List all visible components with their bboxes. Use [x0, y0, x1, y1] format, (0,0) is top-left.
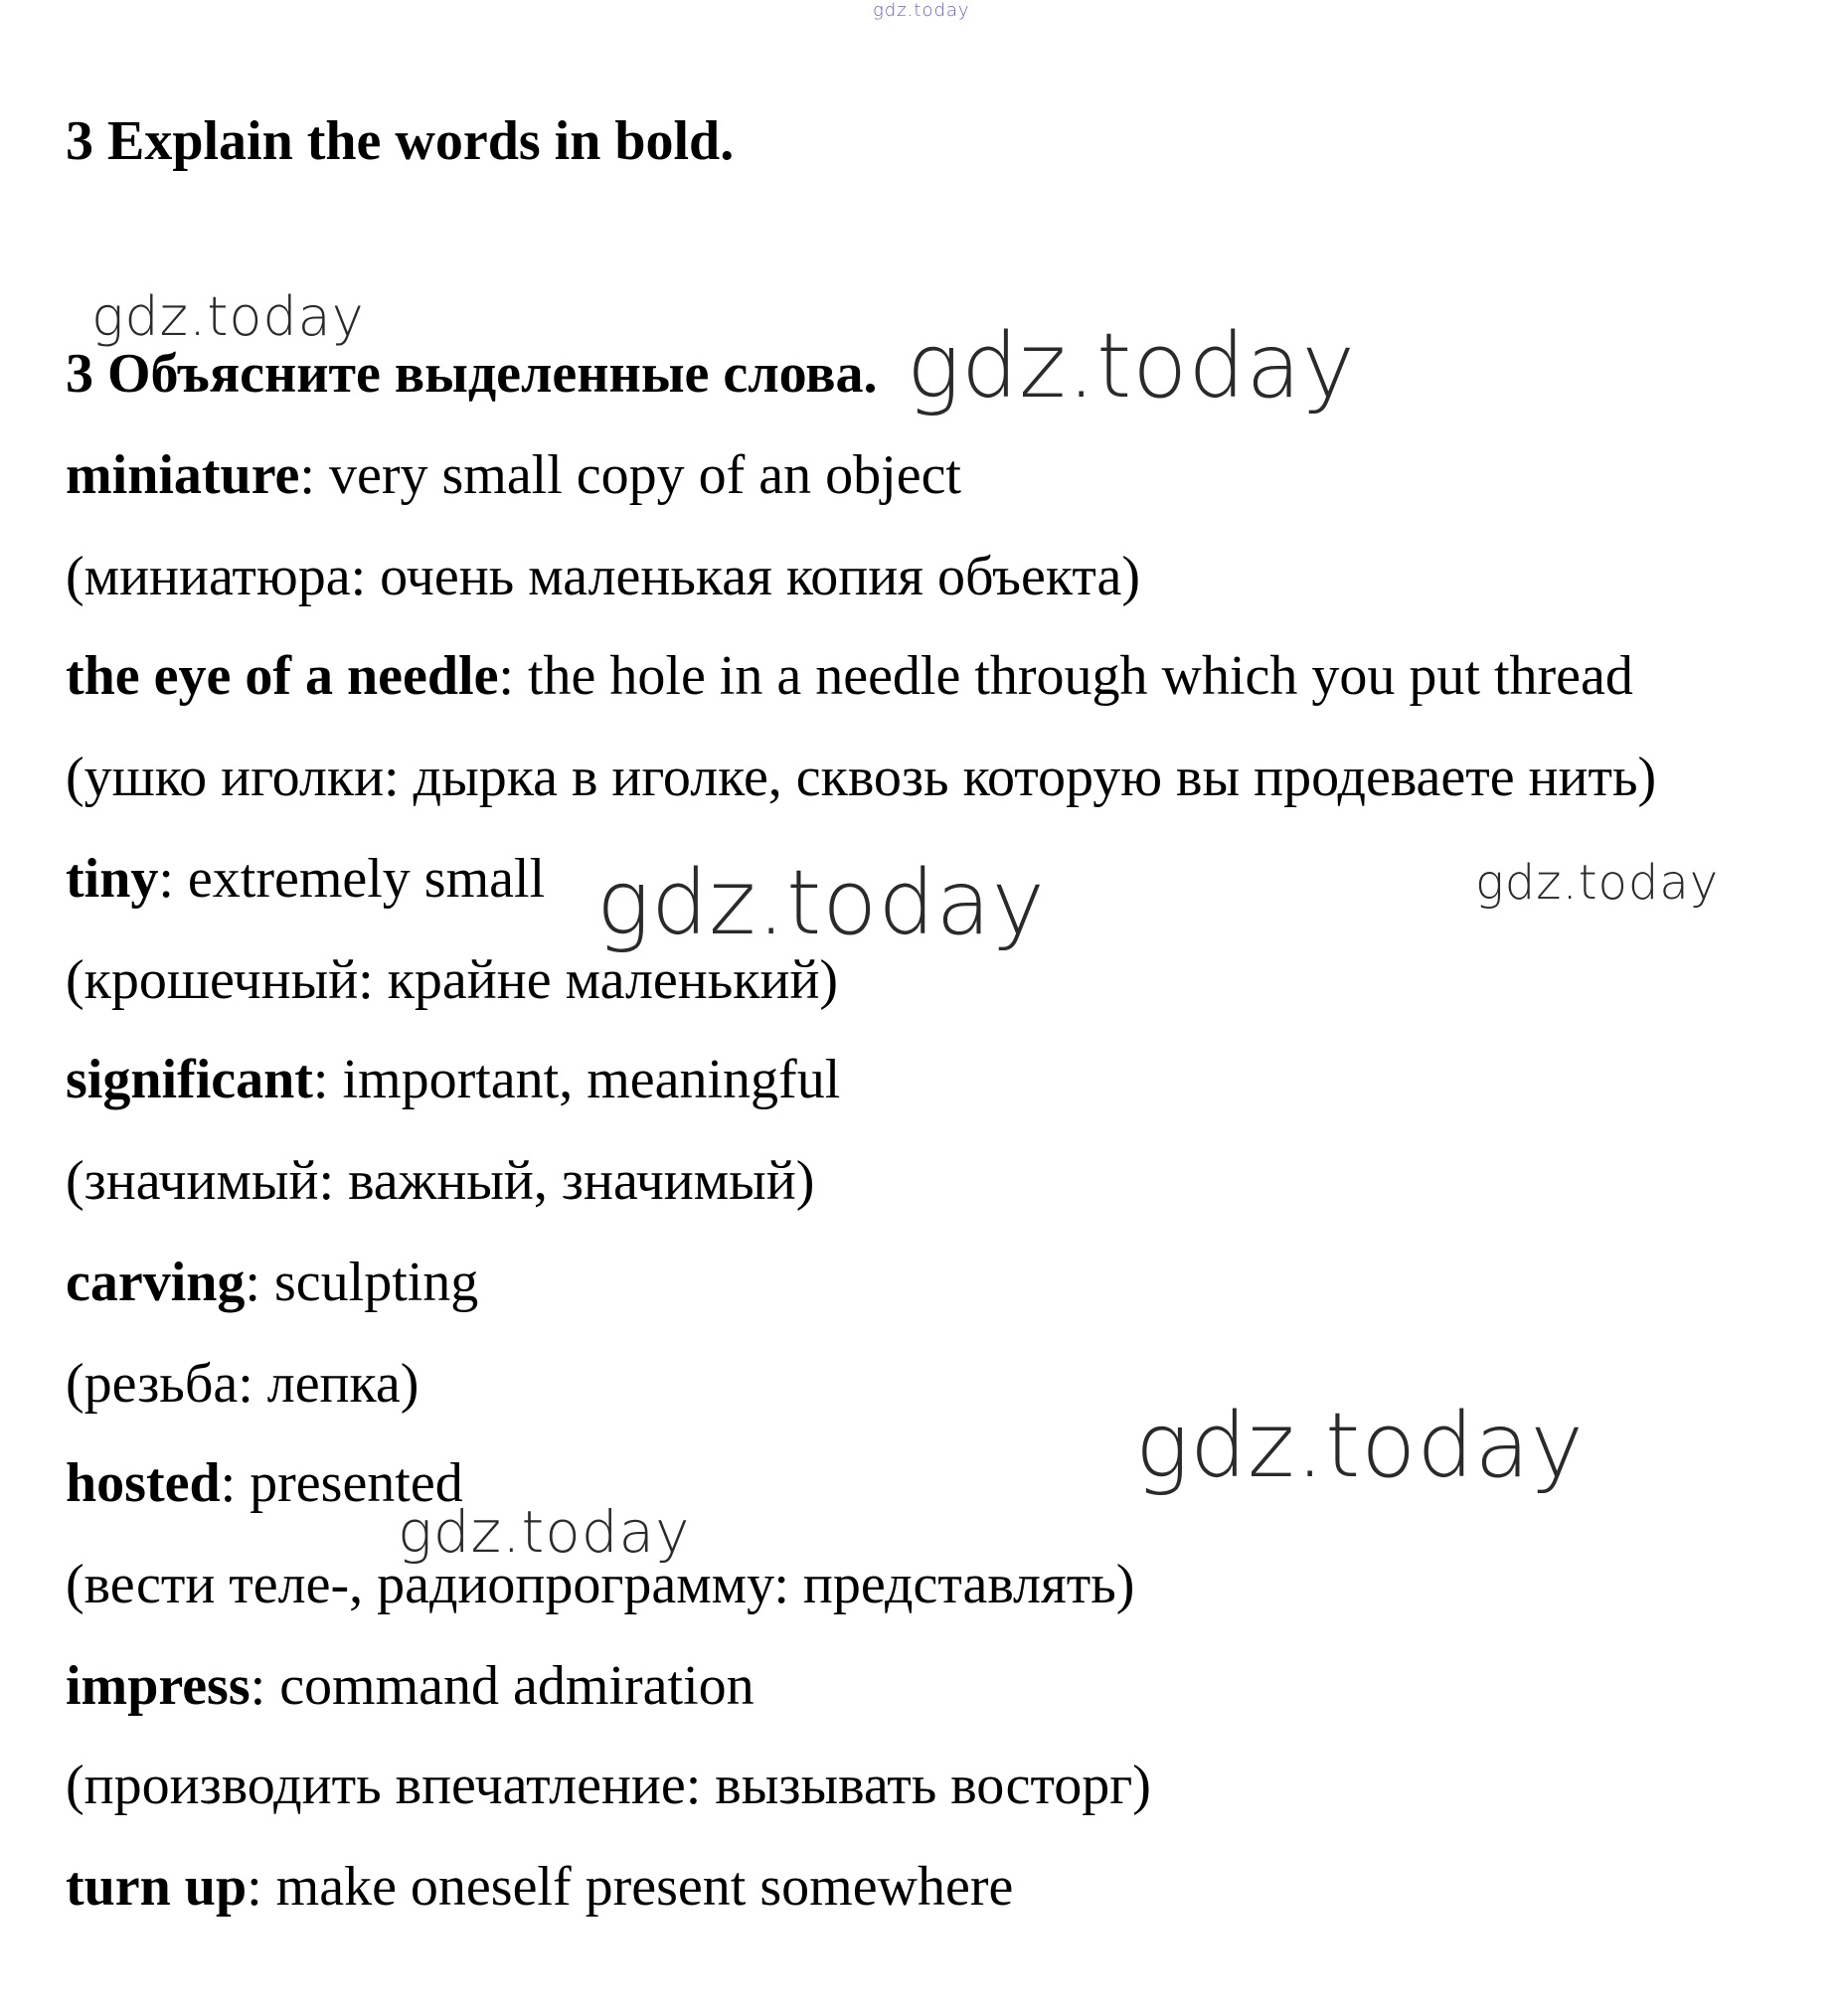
entry-term: miniature	[66, 444, 300, 506]
entry-translation: (крошечный: крайне маленький)	[66, 949, 839, 1011]
entry-term: significant	[66, 1049, 313, 1110]
entry-translation: (производить впечатление: вызывать восторг)	[66, 1755, 1151, 1816]
watermark: gdz.today	[1135, 1394, 1585, 1498]
watermark-top: gdz.today	[873, 0, 970, 21]
entry-term: the eye of a needle	[66, 645, 499, 707]
entry-definition: : sculpting	[245, 1252, 479, 1313]
entry-tiny	[66, 848, 546, 910]
entry-definition: : very small copy of an object	[299, 444, 961, 506]
entry-translation: (значимый: важный, значимый)	[66, 1150, 815, 1212]
entry-eye-of-needle	[66, 645, 1633, 707]
entry-carving	[66, 1252, 479, 1313]
entry-definition: : the hole in a needle through which you put thread	[498, 645, 1633, 707]
entry-term: hosted	[66, 1452, 221, 1514]
watermark: gdz.today	[596, 851, 1046, 955]
entry-definition: : extremely small	[158, 848, 546, 910]
watermark: gdz.today	[91, 285, 365, 348]
entry-term: impress	[66, 1655, 251, 1717]
entry-definition: : make oneself present somewhere	[247, 1856, 1014, 1918]
entry-definition: : command admiration	[250, 1655, 755, 1717]
entry-translation: (вести теле-, радиопрограмму: представлять)	[66, 1554, 1135, 1615]
entry-term: carving	[66, 1252, 246, 1313]
entry-impress	[66, 1655, 755, 1717]
entry-translation: (миниатюра: очень маленькая копия объекта)	[66, 546, 1140, 607]
task-heading-en: 3 Explain the words in bold.	[66, 110, 735, 172]
entry-term: turn up	[66, 1856, 248, 1918]
watermark: gdz.today	[398, 1498, 691, 1566]
task-heading-ru: 3 Объясните выделенные слова.	[66, 343, 878, 405]
entry-translation: (резьба: лепка)	[66, 1353, 420, 1415]
entry-term: tiny	[66, 848, 159, 910]
entry-translation: (ушко иголки: дырка в иголке, сквозь которую вы продеваете нить)	[66, 747, 1657, 808]
entry-definition: : important, meaningful	[312, 1049, 841, 1110]
entry-turn-up	[66, 1856, 1014, 1918]
entry-significant	[66, 1049, 841, 1110]
entry-miniature	[66, 444, 961, 506]
watermark: gdz.today	[907, 314, 1356, 419]
entry-definition: : presented	[220, 1452, 463, 1514]
watermark: gdz.today	[1475, 855, 1720, 911]
